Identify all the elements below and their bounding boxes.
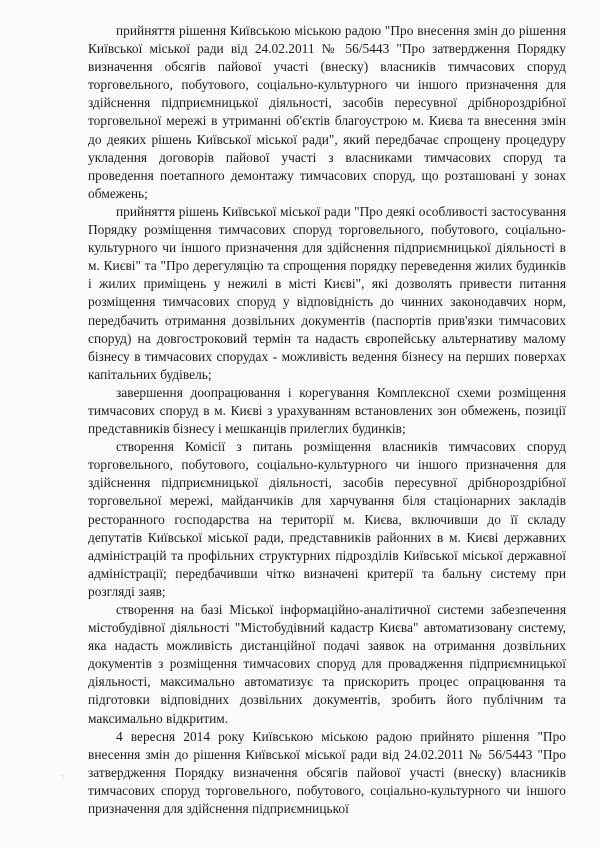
paragraph-6: 4 вересня 2014 року Київською міською радою прийнято рішення "Про внесення змін до рішення Київської міської ради від 24.02.2011 № 56/5443 "Про затвердження Порядку визначення обсягів пайової участі (внеску) власників тимчасових споруд торговельного, побутового, соціально-культурного чи іншого призначення для здійснення підприємницької (88, 728, 566, 817)
scan-speck: ·: (60, 772, 65, 780)
paragraph-1: прийняття рішення Київською міською радою "Про внесення змін до рішення Київської міської ради від 24.02.2011 № 56/5443 "Про затвердження Порядку визначення обсягів пайової участі (внеску) власників тимчасових споруд торговельного, побутового, соціально-культурного чи іншого призначення для здійснення підприємницької діяльності, засобів пересувної дрібнороздрібної торговельної мережі в утриманні об'єктів благоустрою м. Києва та внесення змін до деяких рішень Київської міської ради", який передбачає спрощену процедуру укладення договорів пайової участі з власниками тимчасових споруд та проведення поетапного демонтажу тимчасових споруд, що розташовані у зонах обмежень; (88, 23, 566, 201)
paragraph-5: створення на базі Міської інформаційно-аналітичної системи забезпечення містобудівної діяльності "Містобудівний кадастр Києва" автоматизовану систему, яка надасть можливість дистанційної подачі заявок на отримання дозвільних документів з розміщення тимчасових споруд для провадження підприємницької діяльності, максимально автоматизує та прискорить процес опрацювання та підготовки відповідних дозвільних документів, зробить його публічним та максимально відкритим. (88, 602, 566, 726)
paragraph-4: створення Комісії з питань розміщення власників тимчасових споруд торговельного, побутового, соціально-культурного чи іншого призначення для здійснення підприємницької діяльності, засобів пересувної дрібнороздрібної торговельної мережі, майданчиків для харчування біля стаціонарних закладів ресторанного господарства на території м. Києва, включивши до її складу депутатів Київської міської ради, представників районних в м. Києві державних адміністрацій та профільних структурних підрозділів Київської міської державної адміністрації; передбачивши чітко визначені критерії та бальну систему при розгляді заяв; (88, 439, 566, 599)
document-body (88, 22, 566, 818)
paragraph-2: прийняття рішень Київської міської ради "Про деякі особливості застосування Порядку розміщення тимчасових споруд торговельного, побутового, соціально-культурного чи іншого призначення для здійснення підприємницької діяльності в м. Києві" та "Про дерегуляцію та спрощення порядку переведення жилих будинків і жилих приміщень у нежилі в місті Києві", які дозволять привести питання розміщення тимчасових споруд у відповідність до чинних законодавчих норм, передбачить отримання дозвільних документів (паспортів прив'язки тимчасових споруд) на довгостроковий термін та надасть європейську альтернативу малому бізнесу в тимчасових спорудах - можливість ведення бізнесу на перших поверхах капітальних будівель; (88, 203, 566, 382)
paragraph-3: завершення доопрацювання і корегування Комплексної схеми розміщення тимчасових споруд в м. Києві з урахуванням встановлених зон обмежень, позиції представників бізнесу і мешканців прилеглих будинків; (88, 384, 566, 437)
